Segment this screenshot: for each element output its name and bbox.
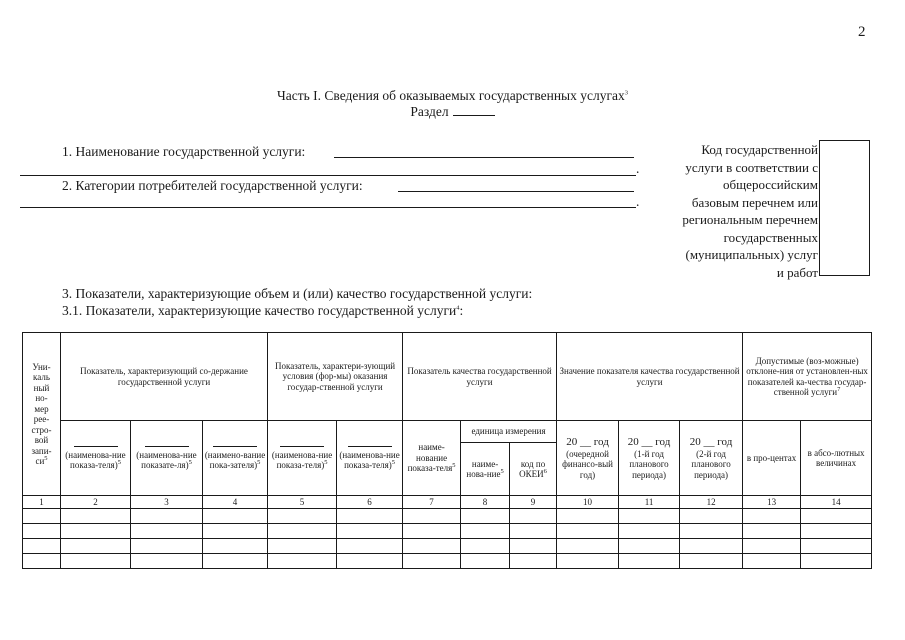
service-name-field-line2[interactable] <box>20 175 636 176</box>
part-title <box>0 88 905 104</box>
column-number: 10 <box>557 496 619 509</box>
table-row <box>23 524 872 539</box>
conditions-indicator-header: Показатель, характери-зующий условия (фор-мы) оказания государ-ственной услуги <box>268 333 403 421</box>
table-cell[interactable] <box>23 524 61 539</box>
code-caption-line: региональным перечнем <box>682 212 818 227</box>
table-cell[interactable] <box>61 509 131 524</box>
service-name-end: . <box>636 161 640 176</box>
code-caption-line: Код государственной <box>701 142 818 157</box>
unit-name-note: 5 <box>500 468 504 475</box>
table-cell[interactable] <box>619 554 680 569</box>
subheader-text: (наименова-ние показа-теля) <box>65 449 126 470</box>
quality-name-text: наиме-нование показа-теля <box>407 442 453 474</box>
table-cell[interactable] <box>510 554 557 569</box>
table-cell[interactable] <box>801 539 872 554</box>
content-subheader-1 <box>61 421 131 496</box>
subheader-text: (наимено-вание пока-зателя) <box>204 449 266 470</box>
table-cell[interactable] <box>403 524 461 539</box>
unique-record-line: ный <box>33 382 50 393</box>
unit-name-header <box>461 443 510 496</box>
unique-record-line: Уни- <box>32 361 51 372</box>
section-label: Раздел <box>410 104 449 119</box>
section-line <box>0 104 905 120</box>
column-number: 9 <box>510 496 557 509</box>
column-number: 14 <box>801 496 872 509</box>
table-cell[interactable] <box>268 554 337 569</box>
service-code-caption <box>640 141 818 281</box>
table-cell[interactable] <box>403 509 461 524</box>
year-sub: (очередной финансо-вый год) <box>562 448 613 480</box>
column-number: 6 <box>337 496 403 509</box>
column-number: 1 <box>23 496 61 509</box>
year-sub: (1-й год планового периода) <box>629 448 669 480</box>
service-name-field[interactable] <box>334 157 634 158</box>
subheader-note: 5 <box>188 459 192 466</box>
year-header-1 <box>557 421 619 496</box>
section3-heading: 3. Показатели, характеризующие объем и (или) качество государственной услуги: <box>62 286 533 301</box>
table-cell[interactable] <box>23 539 61 554</box>
table-cell[interactable] <box>680 539 743 554</box>
table-cell[interactable] <box>337 509 403 524</box>
deviation-absolute-header: в абсо-лютных величинах <box>801 421 872 496</box>
consumer-category-field-line2[interactable] <box>20 207 636 208</box>
table-cell[interactable] <box>61 524 131 539</box>
table-cell[interactable] <box>680 509 743 524</box>
unique-record-line: си <box>35 456 45 466</box>
unique-record-line: запи- <box>31 445 52 456</box>
column-number-row <box>23 496 872 509</box>
unit-name-text: наиме-нова-ние <box>466 458 501 479</box>
part-title-text: Часть I. Сведения об оказываемых государственных услугах <box>276 88 625 103</box>
consumer-category-label: 2. Категории потребителей государственной услуги: <box>62 178 363 193</box>
code-caption-line: услуги в соответствии с <box>685 159 818 175</box>
quality-indicator-header: Показатель качества государственной услуги <box>403 333 557 421</box>
code-caption-line: (муниципальных) услуг <box>685 247 818 262</box>
consumer-category-field[interactable] <box>398 191 634 192</box>
deviation-percent-header: в про-центах <box>743 421 801 496</box>
table-cell[interactable] <box>801 524 872 539</box>
table-cell[interactable] <box>619 539 680 554</box>
subheader-note: 5 <box>391 459 395 466</box>
unit-okei-text: код по ОКЕИ <box>519 458 546 479</box>
table-cell[interactable] <box>61 554 131 569</box>
table-cell[interactable] <box>743 554 801 569</box>
unique-record-line: стро- <box>31 424 52 435</box>
unique-record-line: мер <box>34 403 49 414</box>
column-number: 7 <box>403 496 461 509</box>
code-caption-line: базовым перечнем или <box>691 194 818 210</box>
quality-value-header: Значение показателя качества государственной услуги <box>557 333 743 421</box>
table-cell[interactable] <box>203 524 268 539</box>
column-number: 4 <box>203 496 268 509</box>
table-cell[interactable] <box>203 554 268 569</box>
column-number: 12 <box>680 496 743 509</box>
service-code-box[interactable] <box>819 140 870 276</box>
table-cell[interactable] <box>203 509 268 524</box>
section31-note: 4 <box>456 304 460 312</box>
section31-colon: : <box>459 303 464 318</box>
table-cell[interactable] <box>131 539 203 554</box>
quality-name-header <box>403 421 461 496</box>
subheader-text: (наименова-ние показа-теля) <box>339 449 400 470</box>
table-cell[interactable] <box>680 524 743 539</box>
table-row <box>23 554 872 569</box>
column-number: 5 <box>268 496 337 509</box>
table-cell[interactable] <box>801 509 872 524</box>
table-cell[interactable] <box>461 524 510 539</box>
table-cell[interactable] <box>461 509 510 524</box>
table-cell[interactable] <box>461 554 510 569</box>
table-cell[interactable] <box>619 524 680 539</box>
subheader-text: (наименова-ние показате-ля) <box>136 449 197 470</box>
unique-record-line: вой <box>34 435 49 445</box>
table-cell[interactable] <box>461 539 510 554</box>
unique-record-line: каль <box>33 372 50 382</box>
table-cell[interactable] <box>743 509 801 524</box>
column-number: 8 <box>461 496 510 509</box>
table-cell[interactable] <box>403 554 461 569</box>
table-cell[interactable] <box>801 554 872 569</box>
year-header-2 <box>619 421 680 496</box>
table-cell[interactable] <box>268 539 337 554</box>
table-cell[interactable] <box>680 554 743 569</box>
code-caption-line: и работ <box>776 264 818 280</box>
table-cell[interactable] <box>23 554 61 569</box>
unique-record-note: 5 <box>44 455 48 462</box>
content-indicator-header: Показатель, характеризующий со-держание государственной услуги <box>61 333 268 421</box>
page-number: 2 <box>858 24 866 40</box>
subheader-note: 5 <box>324 459 328 466</box>
quality-name-note: 5 <box>452 462 456 470</box>
unique-record-line: но- <box>35 393 48 403</box>
table-row <box>23 509 872 524</box>
conditions-subheader-1 <box>268 421 337 496</box>
table-cell[interactable] <box>23 509 61 524</box>
table-cell[interactable] <box>510 509 557 524</box>
column-number: 2 <box>61 496 131 509</box>
table-cell[interactable] <box>203 539 268 554</box>
table-cell[interactable] <box>743 524 801 539</box>
deviation-header-note: 7 <box>837 386 841 393</box>
content-subheader-2 <box>131 421 203 496</box>
table-cell[interactable] <box>131 509 203 524</box>
quality-indicators-table <box>22 332 872 569</box>
table-cell[interactable] <box>337 524 403 539</box>
subheader-text: (наименова-ние показа-теля) <box>271 449 333 470</box>
table-cell[interactable] <box>619 509 680 524</box>
table-cell[interactable] <box>557 524 619 539</box>
column-number: 11 <box>619 496 680 509</box>
code-caption-line: государственных <box>723 229 818 245</box>
table-cell[interactable] <box>510 539 557 554</box>
column-number: 3 <box>131 496 203 509</box>
consumer-category-end: . <box>636 194 640 209</box>
year-head: 20 __ год <box>689 435 733 448</box>
table-cell[interactable] <box>268 524 337 539</box>
deviation-header <box>743 333 872 421</box>
section31-heading <box>62 303 463 319</box>
year-header-3 <box>680 421 743 496</box>
conditions-subheader-2 <box>337 421 403 496</box>
section31-text: 3.1. Показатели, характеризующие качество государственной услуги <box>62 303 457 318</box>
subheader-note: 5 <box>117 459 121 466</box>
table-cell[interactable] <box>557 509 619 524</box>
column-number: 13 <box>743 496 801 509</box>
unit-okei-note: 6 <box>543 468 547 475</box>
content-subheader-3 <box>203 421 268 496</box>
unit-header: единица измерения <box>461 421 557 443</box>
unit-okei-header <box>510 443 557 496</box>
table-cell[interactable] <box>510 524 557 539</box>
code-caption-line: общероссийским <box>723 177 818 192</box>
unique-record-header <box>23 333 61 496</box>
table-cell[interactable] <box>131 554 203 569</box>
section-number-blank[interactable] <box>453 104 495 116</box>
unique-record-line: рее- <box>33 414 50 424</box>
subheader-note: 5 <box>257 459 261 466</box>
table-cell[interactable] <box>743 539 801 554</box>
table-row <box>23 539 872 554</box>
table-cell[interactable] <box>268 509 337 524</box>
table-cell[interactable] <box>131 524 203 539</box>
table-cell[interactable] <box>61 539 131 554</box>
year-sub: (2-й год планового периода) <box>691 448 731 480</box>
table-cell[interactable] <box>557 554 619 569</box>
part-title-note: 3 <box>624 89 629 97</box>
table-cell[interactable] <box>557 539 619 554</box>
table-cell[interactable] <box>337 554 403 569</box>
deviation-header-text: Допустимые (воз-можные) отклоне-ния от установлен-ных показателей ка-чества государ-ственной услуги <box>746 355 868 397</box>
year-head: 20 __ год <box>627 435 671 448</box>
service-name-label: 1. Наименование государственной услуги: <box>62 144 306 159</box>
table-cell[interactable] <box>403 539 461 554</box>
year-head: 20 __ год <box>566 435 609 448</box>
table-cell[interactable] <box>337 539 403 554</box>
